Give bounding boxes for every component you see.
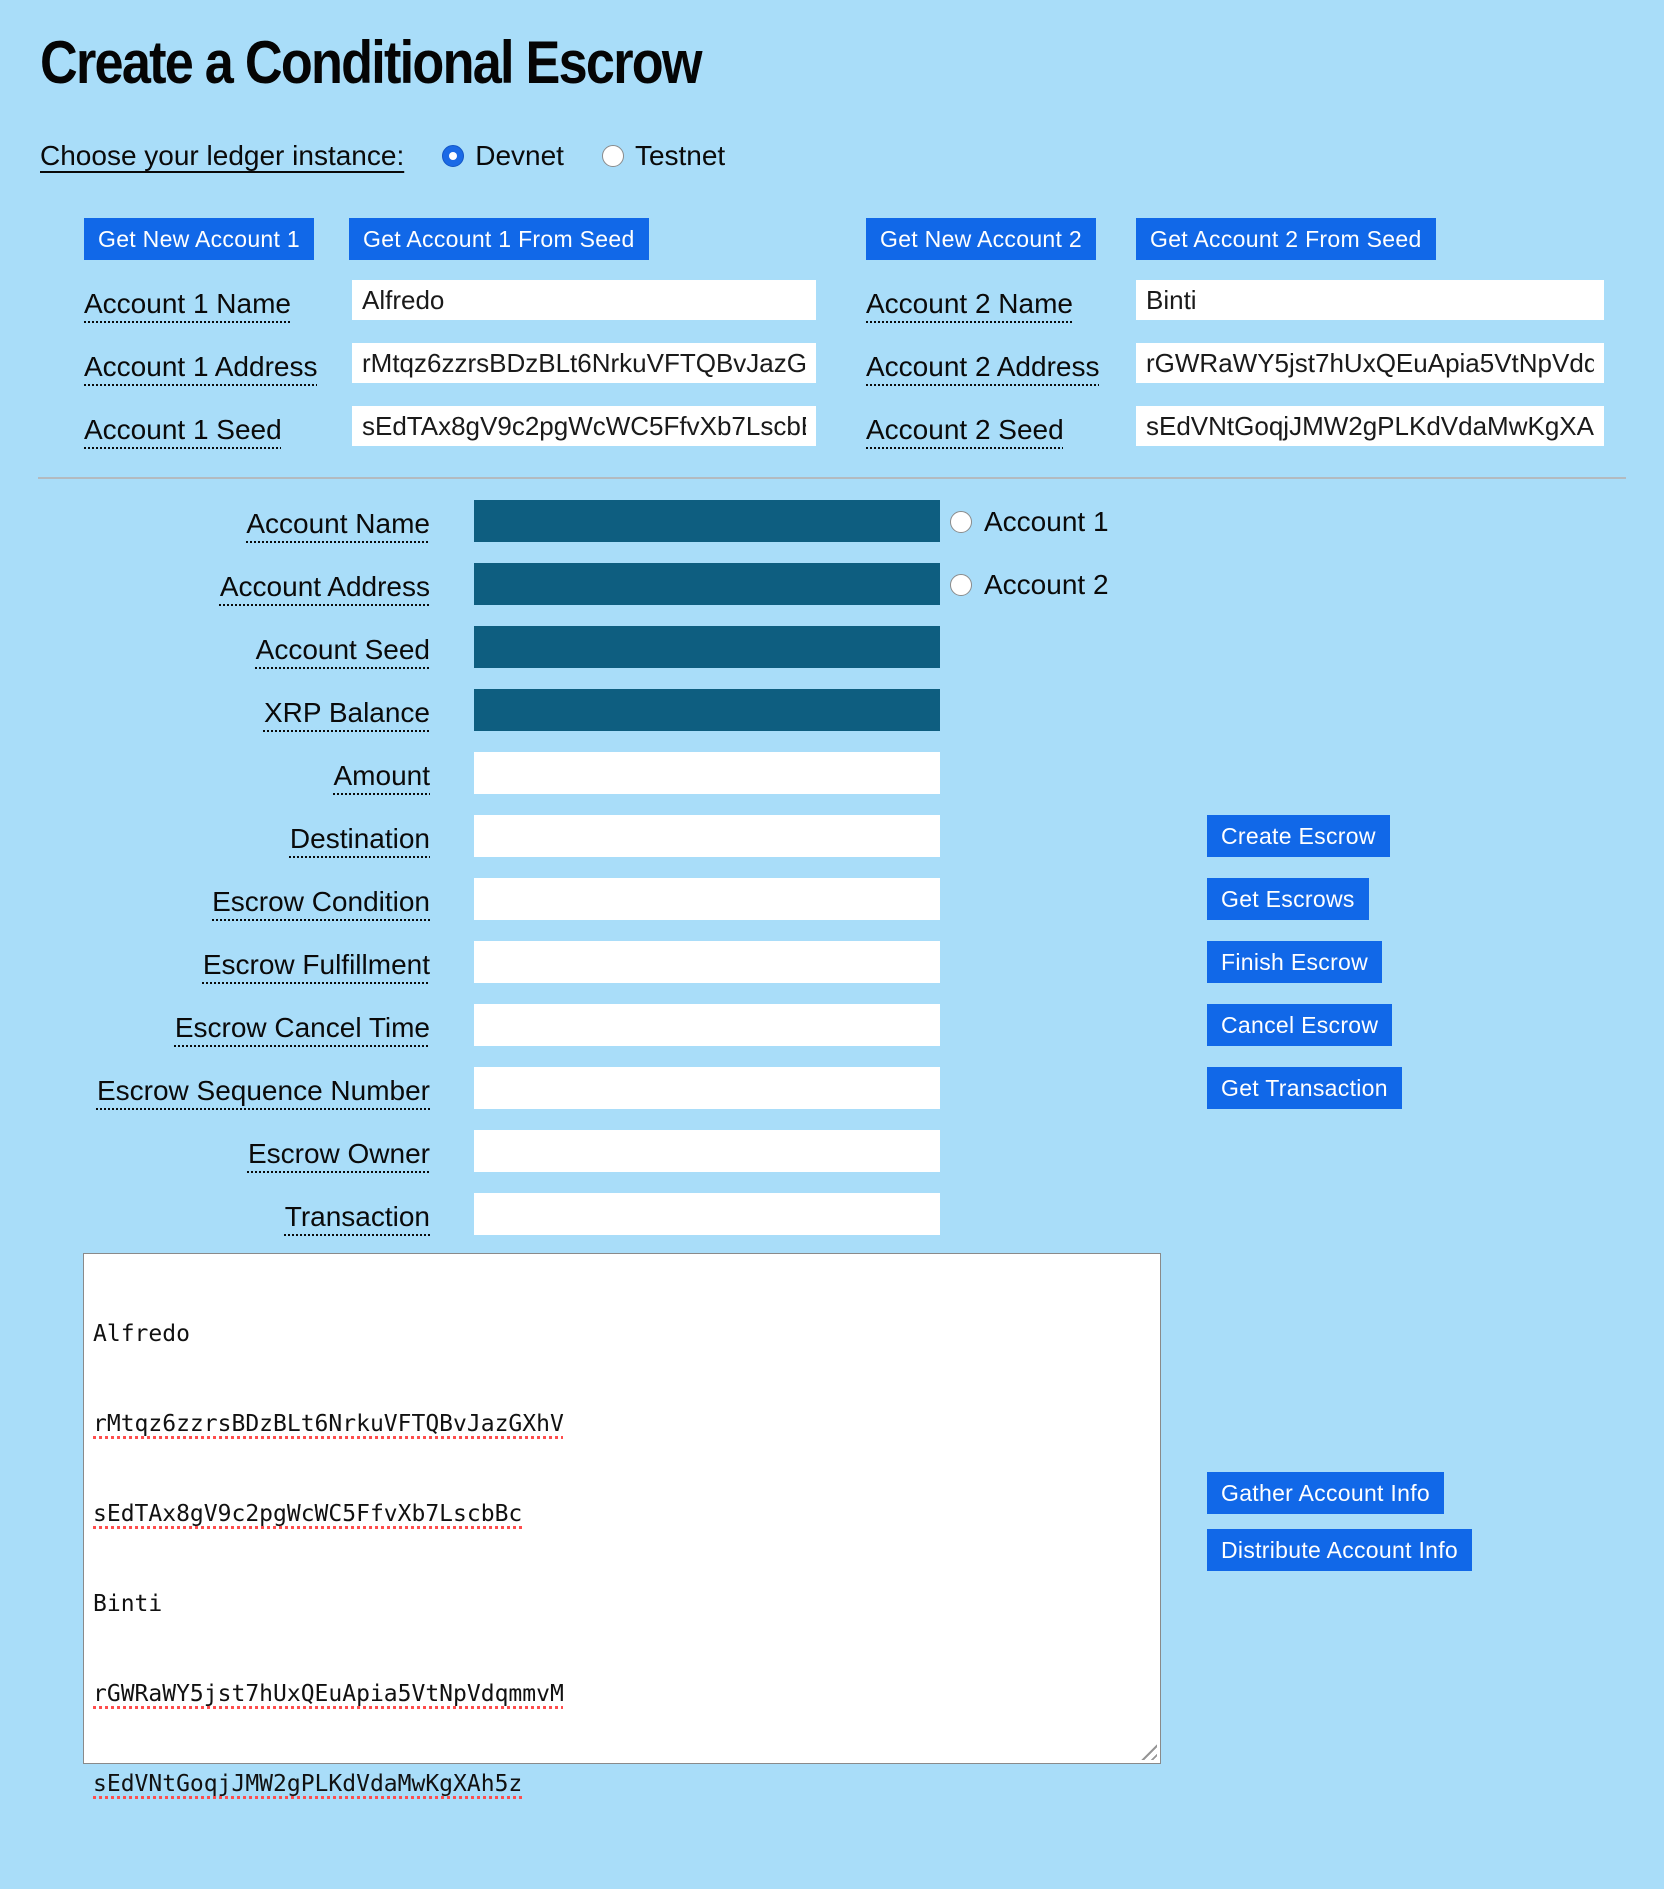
- account2-name-label-wrap: [866, 288, 1073, 320]
- account-2-radio[interactable]: [950, 574, 972, 596]
- testnet-radio[interactable]: [602, 145, 624, 167]
- get-escrows-button[interactable]: Get Escrows: [1207, 878, 1369, 920]
- destination-label-wrap: [0, 823, 430, 855]
- gather-account-info-button[interactable]: Gather Account Info: [1207, 1472, 1444, 1514]
- escrow-cancel-time-label: Escrow Cancel Time: [174, 1012, 430, 1043]
- create-escrow-button[interactable]: Create Escrow: [1207, 815, 1390, 857]
- account1-name-input[interactable]: [352, 280, 816, 320]
- escrow-condition-label-wrap: [0, 886, 430, 918]
- account-1-radio-label: Account 1: [984, 506, 1109, 537]
- account1-name-label: Account 1 Name: [84, 288, 291, 319]
- escrow-condition-label: Escrow Condition: [212, 886, 430, 917]
- account2-seed-input[interactable]: [1136, 406, 1604, 446]
- amount-label-wrap: [0, 760, 430, 792]
- get-new-account-2-button[interactable]: Get New Account 2: [866, 218, 1096, 260]
- account2-name-label: Account 2 Name: [866, 288, 1073, 319]
- account-seed-label-wrap: [0, 634, 430, 666]
- account2-name-input[interactable]: [1136, 280, 1604, 320]
- result-line: [93, 1769, 1151, 1799]
- result-line: [93, 1679, 1151, 1709]
- account-1-radio-option[interactable]: [950, 506, 1109, 538]
- result-line-text: sEdVNtGoqjJMW2gPLKdVdaMwKgXAh5z: [93, 1771, 523, 1797]
- get-account-1-from-seed-button[interactable]: Get Account 1 From Seed: [349, 218, 649, 260]
- escrow-owner-label: Escrow Owner: [247, 1138, 430, 1169]
- escrow-sequence-number-label-wrap: [0, 1075, 430, 1107]
- escrow-fulfillment-label: Escrow Fulfillment: [202, 949, 430, 980]
- account1-name-label-wrap: [84, 288, 291, 320]
- xrp-balance-label: XRP Balance: [263, 697, 430, 728]
- account-address-label: Account Address: [219, 571, 430, 602]
- devnet-radio[interactable]: [442, 145, 464, 167]
- account-address-label-wrap: [0, 571, 430, 603]
- resize-handle-icon[interactable]: [1140, 1743, 1157, 1760]
- result-line-text: Alfredo: [93, 1321, 190, 1347]
- cancel-escrow-button[interactable]: Cancel Escrow: [1207, 1004, 1392, 1046]
- account2-address-label-wrap: [866, 351, 1099, 383]
- results-textarea[interactable]: [83, 1253, 1161, 1797]
- account1-seed-input[interactable]: [352, 406, 816, 446]
- xrp-balance-field[interactable]: [474, 689, 940, 731]
- ledger-instance-row: [40, 140, 725, 172]
- destination-label: Destination: [289, 823, 430, 854]
- account-2-radio-label: Account 2: [984, 569, 1109, 600]
- escrow-fulfillment-label-wrap: [0, 949, 430, 981]
- escrow-sequence-number-label: Escrow Sequence Number: [96, 1075, 430, 1106]
- result-line-text: Binti: [93, 1591, 163, 1617]
- get-transaction-button[interactable]: Get Transaction: [1207, 1067, 1402, 1109]
- page-title: Create a Conditional Escrow: [40, 29, 701, 96]
- result-line: [93, 1409, 1151, 1439]
- escrow-cancel-time-label-wrap: [0, 1012, 430, 1044]
- destination-input[interactable]: [474, 815, 940, 857]
- transaction-label: Transaction: [284, 1201, 430, 1232]
- escrow-sequence-number-input[interactable]: [474, 1067, 940, 1109]
- account-name-field[interactable]: [474, 500, 940, 542]
- get-account-2-from-seed-button[interactable]: Get Account 2 From Seed: [1136, 218, 1436, 260]
- result-line: [93, 1589, 1151, 1619]
- amount-input[interactable]: [474, 752, 940, 794]
- result-line-text: rMtqz6zzrsBDzBLt6NrkuVFTQBvJazGXhV: [93, 1411, 564, 1437]
- escrow-fulfillment-input[interactable]: [474, 941, 940, 983]
- testnet-label: Testnet: [634, 140, 726, 171]
- result-line: [93, 1319, 1151, 1349]
- account-seed-label: Account Seed: [255, 634, 430, 665]
- account1-address-input[interactable]: [352, 343, 816, 383]
- distribute-account-info-button[interactable]: Distribute Account Info: [1207, 1529, 1472, 1571]
- ledger-option-devnet[interactable]: [442, 140, 564, 172]
- account-seed-field[interactable]: [474, 626, 940, 668]
- account2-seed-label-wrap: [866, 414, 1064, 446]
- xrp-balance-label-wrap: [0, 697, 430, 729]
- account-address-field[interactable]: [474, 563, 940, 605]
- account2-seed-label: Account 2 Seed: [866, 414, 1064, 445]
- account-name-label-wrap: [0, 508, 430, 540]
- result-line-text: rGWRaWY5jst7hUxQEuApia5VtNpVdqmmvM: [93, 1681, 564, 1707]
- ledger-option-testnet[interactable]: [602, 140, 725, 172]
- finish-escrow-button[interactable]: Finish Escrow: [1207, 941, 1382, 983]
- account1-address-label-wrap: [84, 351, 317, 383]
- account-name-label: Account Name: [246, 508, 430, 539]
- escrow-owner-label-wrap: [0, 1138, 430, 1170]
- account-1-radio[interactable]: [950, 511, 972, 533]
- escrow-cancel-time-input[interactable]: [474, 1004, 940, 1046]
- transaction-input[interactable]: [474, 1193, 940, 1235]
- escrow-condition-input[interactable]: [474, 878, 940, 920]
- account2-address-label: Account 2 Address: [866, 351, 1100, 382]
- transaction-label-wrap: [0, 1201, 430, 1233]
- account1-seed-label: Account 1 Seed: [84, 414, 282, 445]
- result-line-text: sEdTAx8gV9c2pgWcWC5FfvXb7LscbBc: [93, 1501, 523, 1527]
- result-line: [93, 1499, 1151, 1529]
- escrow-owner-input[interactable]: [474, 1130, 940, 1172]
- section-divider: [38, 477, 1626, 479]
- account2-address-input[interactable]: [1136, 343, 1604, 383]
- get-new-account-1-button[interactable]: Get New Account 1: [84, 218, 314, 260]
- amount-label: Amount: [333, 760, 430, 791]
- account1-seed-label-wrap: [84, 414, 282, 446]
- devnet-label: Devnet: [475, 140, 564, 171]
- account-2-radio-option[interactable]: [950, 569, 1109, 601]
- account1-address-label: Account 1 Address: [84, 351, 318, 382]
- ledger-instance-label: Choose your ledger instance:: [40, 140, 405, 171]
